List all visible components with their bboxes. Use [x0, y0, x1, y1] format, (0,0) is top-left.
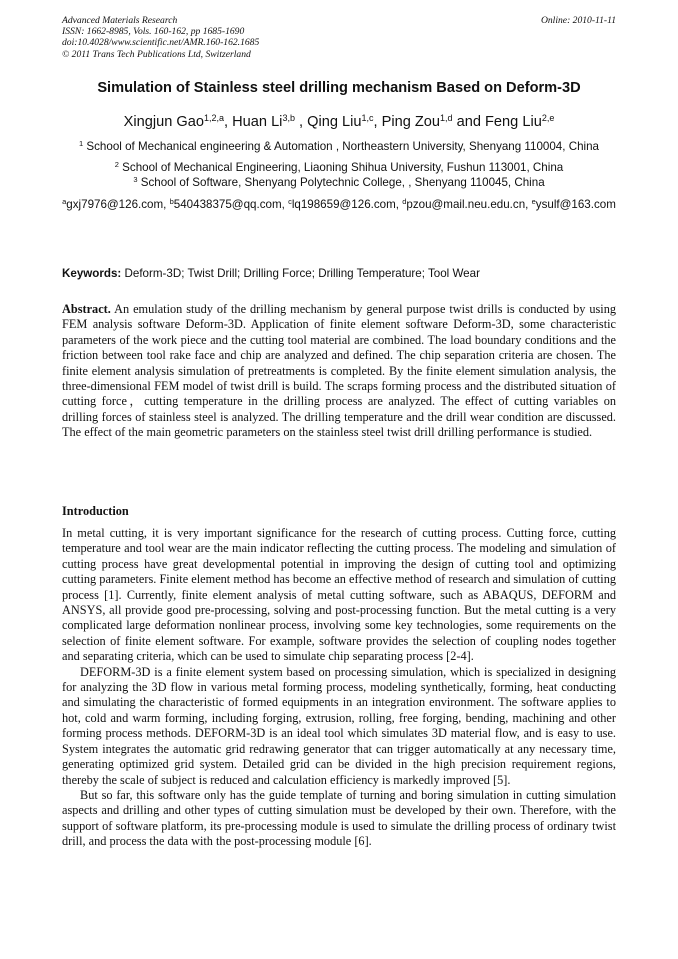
abstract [62, 302, 616, 441]
email-list: $^a$gxj7976@126.com, $^b$540438375@qq.com, $^c$lq198659@126.com, $^d$pzou@mail.neu.edu.cn, $^e$ysulf@163.com [62, 196, 616, 211]
paragraph: In metal cutting, it is very important significance for the research of cutting process. Cutting force, cutting temperature and tool wear are the main indicator reflecting the cutting process. The modeling and simulation of cutting process have great developmental potential in improving the design of cutting tool and optimizing cutting parameters. Finite element method has become an effective method of research and simulation of cutting process [1]. Currently, finite element analysis of metal cutting software, such as ABAQUS, DEFORM and ANSYS, all provide good pre-processing, solving and post-processing function. But the metal cutting is a very complicated large deformation nonlinear process, involving some key technologies, some requirements on the selection of finite element software. For example, software provides the selection of coupling nodes together and separating criteria, which can be used to simulate chip separating process [2-4]. [62, 526, 616, 664]
email-link[interactable]: pzou@mail.neu.edu.cn [406, 197, 526, 211]
introduction-body [62, 526, 616, 850]
email-link[interactable]: 540438375@qq.com [173, 197, 282, 211]
author: Feng Liu$^{2,e}$ [485, 113, 555, 130]
affiliation-2: $^2$ School of Mechanical Engineering, Liaoning Shihua University, Fushun 113001, China [114, 159, 564, 174]
paragraph: DEFORM-3D is a finite element system based on processing simulation, which is specialized in designing for analyzing the 3D flow in various metal forming process, modeling synthetically, forming, heat conducting and simulating the characteristic of formed equipments in an integration environment. The software applies to hot, cold and warm forming, including forging, extrusion, rolling, free forging, bending, machining and other forming process methods. DEFORM-3D is an ideal tool which simulates 3D material flow, and is easy to use. System integrates the automatic grid redrawing generator that can trigger automatically at any necessary time, generating optimized grid system. Detailed grid can be divided in the high precision requirement regions, thereby the scale of subject is reduced and calculation efficiency is markedly improved [5]. [62, 664, 616, 787]
issn-line: ISSN: 1662-8985, Vols. 160-162, pp 1685-1690 [62, 26, 245, 38]
author: Xingjun Gao$^{1,2,a}$, [123, 113, 233, 130]
doi-line: doi:10.4028/www.scientific.net/AMR.160-162.1685 [62, 37, 260, 49]
paragraph: But so far, this software only has the guide template of turning and boring simulation in cutting simulation aspects and drilling and other types of cutting simulation must be developed by their own. Therefore, with the support of software platform, its pre-processing module is used to simulate the drilling process of ordinary twist drill, and process the data with the post-processing module [6]. [62, 787, 616, 849]
keywords-label: Keywords: [62, 267, 122, 280]
journal-header [62, 15, 616, 60]
keywords [62, 267, 616, 280]
copyright-line: © 2011 Trans Tech Publications Ltd, Switzerland [62, 48, 251, 60]
author: Huan Li$^{3,b}$ , [232, 113, 308, 130]
email-link[interactable]: gxj7976@126.com [66, 197, 164, 211]
affiliations [62, 139, 616, 212]
introduction-heading: Introduction [62, 504, 129, 518]
paper-title: Simulation of Stainless steel drilling mechanism Based on Deform-3D [97, 80, 581, 96]
abstract-text: An emulation study of the drilling mechanism by general purpose twist drills is conducted by using FEM analysis software Deform-3D. Application of finite element software Deform-3D, some characteristic parameters of the work piece and the cutting tool material are combined. The load boundary conditions and the friction between tool rake face and chip are analyzed and defined. The chip separation criteria are chosen. The finite element analysis simulation of pretreatments is completed. By the finite element simulation analysis, the three-dimensional FEM model of twist drill is build. The scraps forming process and the distributed situation of cutting force，cutting temperature in the drilling process are analyzed. The effect of cutting variables on drilling forces of stainless steel is analyzed. The drilling temperature and the drill wear condition are discussed. The effect of the main geometric parameters on the stainless steel twist drill drilling performance is studied. [62, 302, 616, 440]
online-date: Online: 2010-11-11 [540, 15, 616, 26]
affiliation-3: $^3$ School of Software, Shenyang Polytechnic College, , Shenyang 110045, China [133, 175, 545, 189]
journal-name: Advanced Materials Research [62, 15, 178, 26]
keywords-text: Deform-3D; Twist Drill; Drilling Force; Drilling Temperature; Tool Wear [124, 267, 480, 280]
author-list [30, 114, 648, 130]
author: Qing Liu$^{1,c}$, [307, 113, 382, 130]
author: Ping Zou$^{1,d}$ and [381, 113, 486, 130]
affiliation-1: $^1$ School of Mechanical engineering & Automation , Northeastern University, Shenyang 110004, China [79, 139, 599, 153]
abstract-label: Abstract. [62, 302, 111, 316]
email-link[interactable]: ysulf@163.com [535, 197, 616, 211]
email-link[interactable]: lq198659@126.com [291, 197, 396, 211]
